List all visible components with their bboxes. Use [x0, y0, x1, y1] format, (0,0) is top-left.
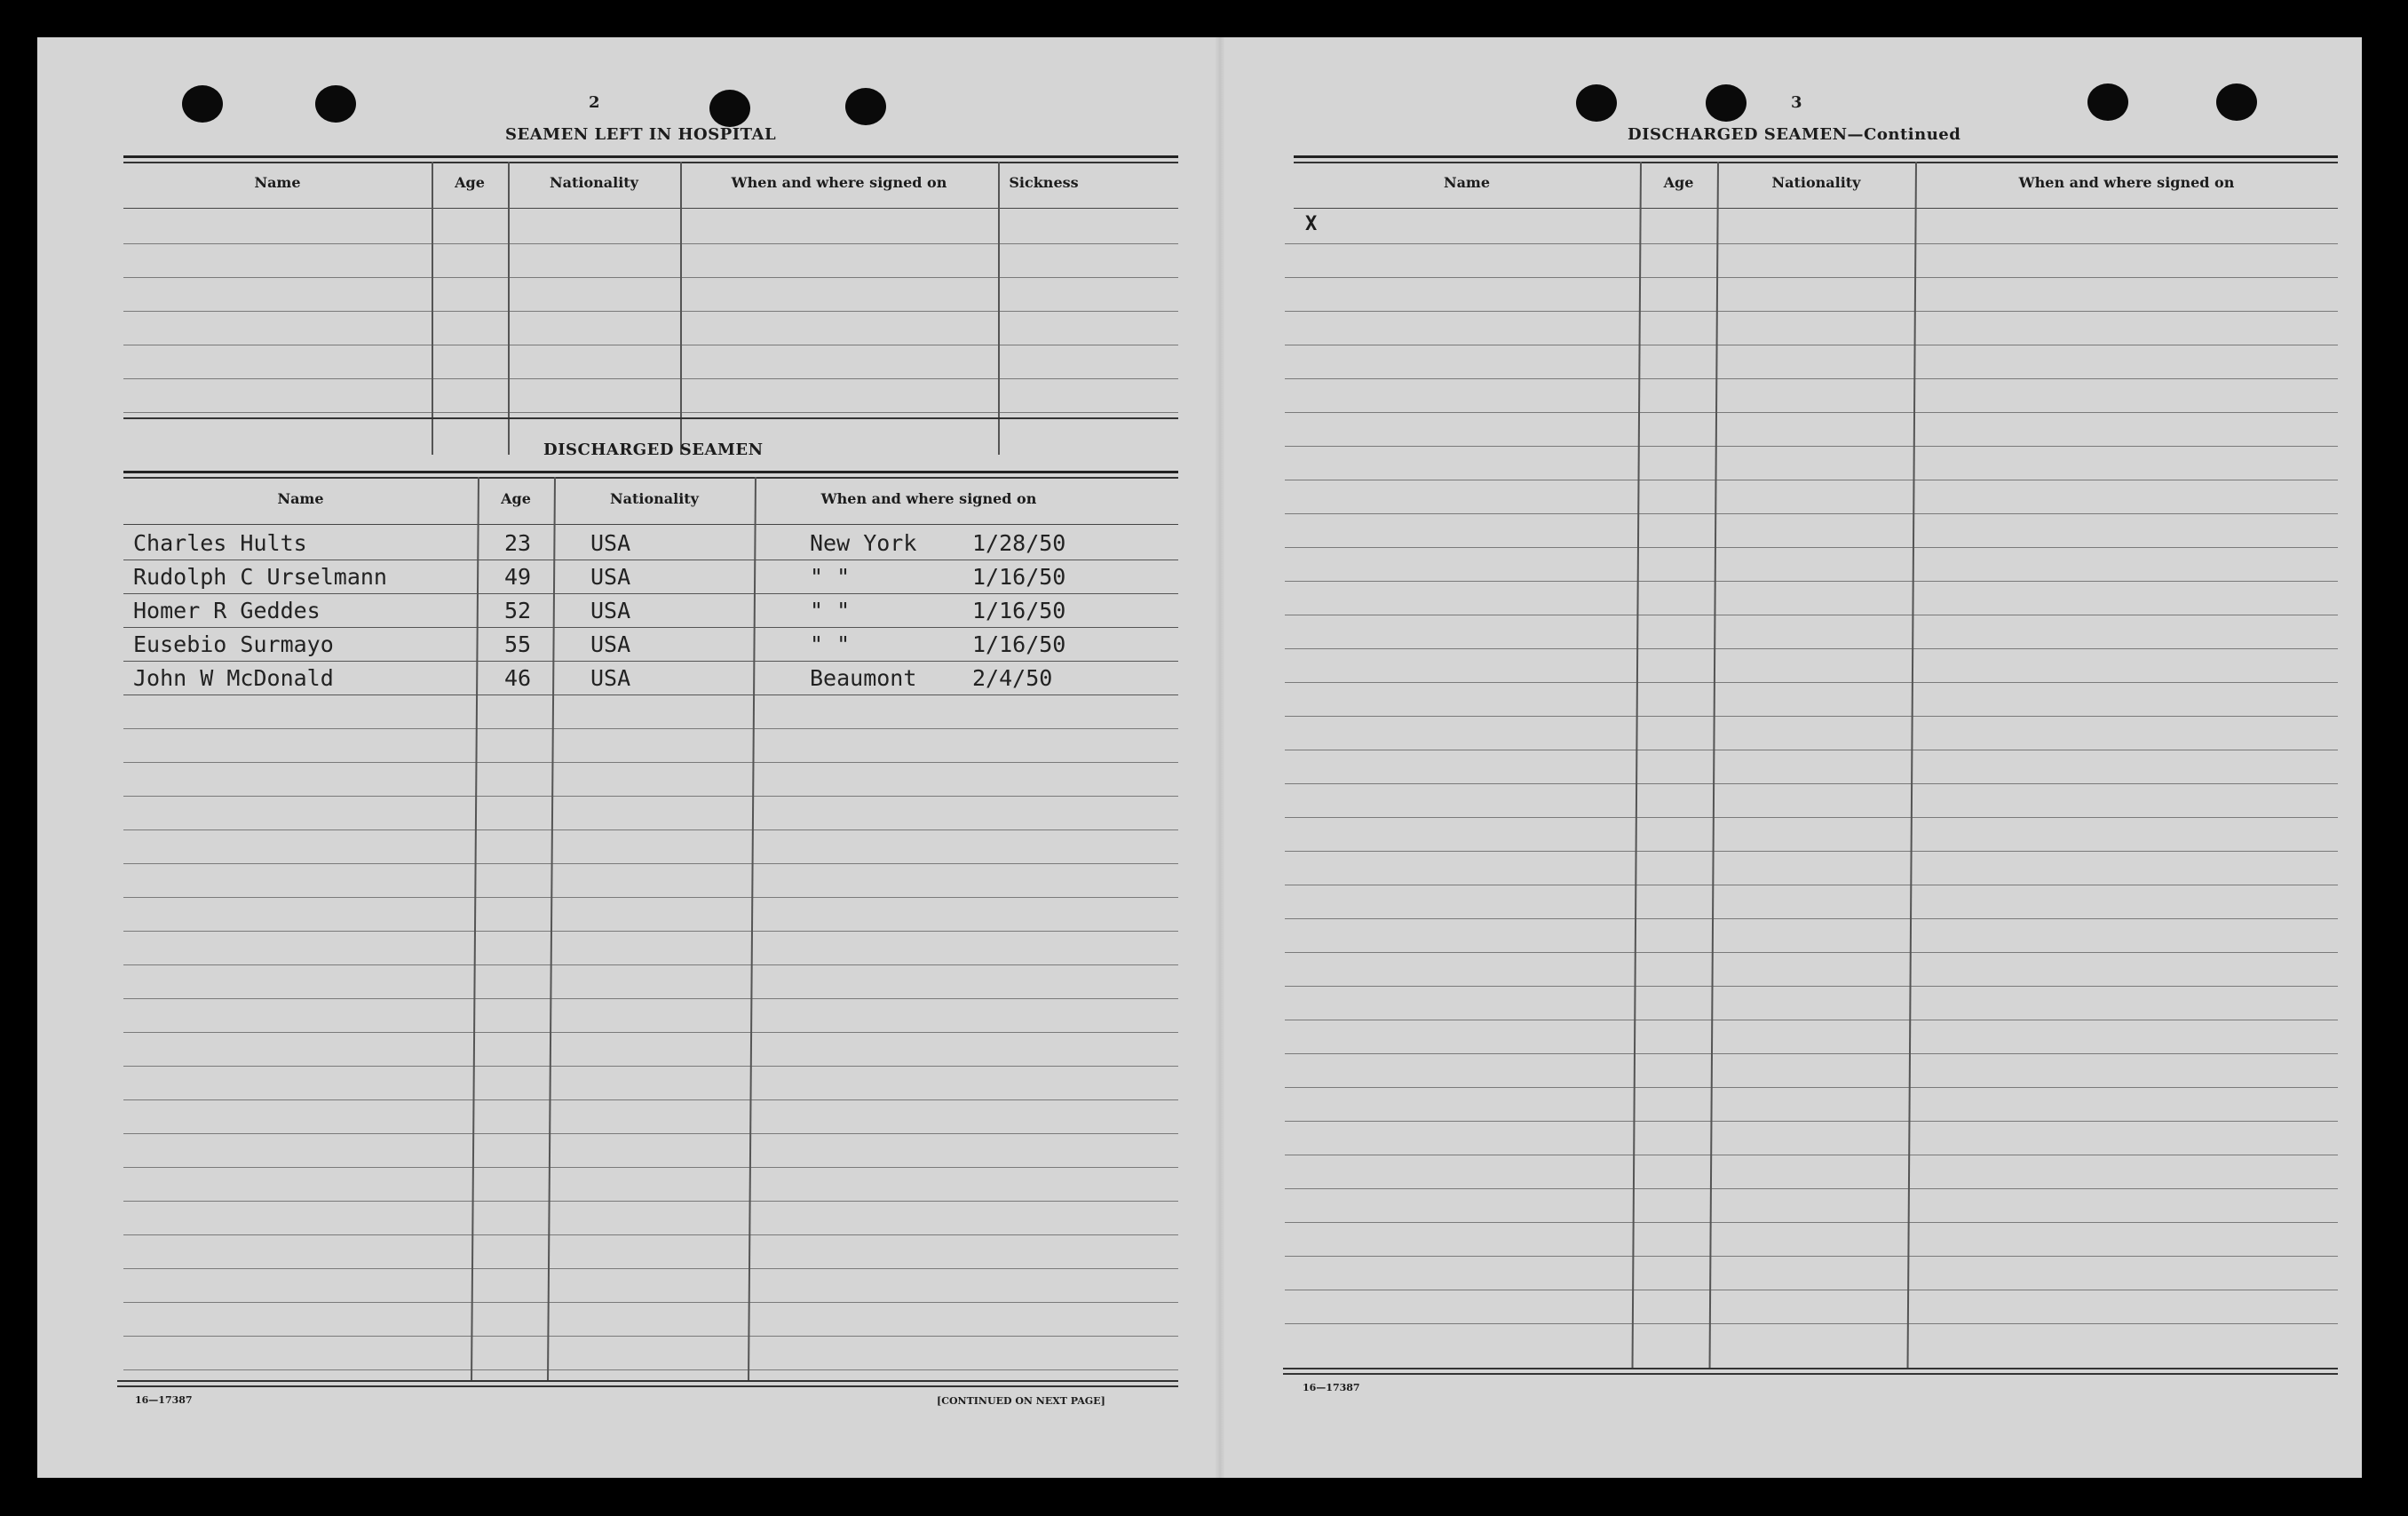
column-divider	[508, 162, 510, 455]
rule	[123, 863, 1178, 864]
punch-hole	[182, 85, 223, 123]
discharged-place: Beaumont	[810, 665, 917, 691]
rule	[1285, 986, 2338, 987]
rule	[123, 1234, 1178, 1235]
rule	[123, 1099, 1178, 1100]
discharged-place: New York	[810, 530, 917, 556]
rule	[1285, 311, 2338, 312]
column-divider	[748, 477, 756, 1380]
rule	[117, 1380, 1178, 1382]
left-page-number: 2	[589, 93, 600, 112]
rule	[1285, 682, 2338, 683]
column-divider	[680, 162, 682, 455]
right-title-suffix: —Continued	[1847, 125, 1961, 144]
rule	[123, 1268, 1178, 1269]
rule	[123, 208, 1178, 209]
discharged-age: 46	[504, 665, 532, 691]
rule	[123, 762, 1178, 763]
right-title	[1628, 125, 1960, 144]
punch-hole	[709, 90, 750, 127]
discharged-date: 1/16/50	[972, 564, 1066, 590]
rule	[1285, 446, 2338, 447]
rule	[1285, 581, 2338, 582]
right-col-age: Age	[1663, 174, 1694, 191]
rule	[1285, 412, 2338, 413]
rule	[123, 412, 1178, 413]
rule	[123, 1066, 1178, 1067]
discharged-date: 1/28/50	[972, 530, 1066, 556]
discharged-nationality: USA	[590, 631, 631, 657]
rule	[123, 477, 1178, 479]
discharged-nationality: USA	[590, 564, 631, 590]
rule	[1285, 716, 2338, 717]
rule	[1294, 208, 2338, 209]
page-fold	[1216, 37, 1224, 1478]
rule	[123, 1302, 1178, 1303]
rule	[1283, 1373, 2338, 1375]
column-divider	[1709, 162, 1719, 1368]
rule	[123, 277, 1178, 278]
discharged-name: Rudolph C Urselmann	[133, 564, 387, 590]
discharged-date: 2/4/50	[972, 665, 1053, 691]
discharged-age: 49	[504, 564, 532, 590]
rule	[123, 1336, 1178, 1337]
rule	[123, 661, 1178, 662]
rule	[1285, 783, 2338, 784]
discharged-col-name: Name	[277, 490, 324, 507]
rule	[1285, 243, 2338, 244]
rule	[117, 1385, 1178, 1387]
discharged-name: John W McDonald	[133, 665, 334, 691]
check-mark: X	[1305, 213, 1318, 235]
rule	[123, 243, 1178, 244]
rule	[123, 311, 1178, 312]
discharged-col-nationality: Nationality	[610, 490, 699, 507]
rule	[123, 627, 1178, 628]
rule	[1285, 277, 2338, 278]
right-col-name: Name	[1443, 174, 1491, 191]
column-divider	[432, 162, 433, 455]
rule	[1285, 1188, 2338, 1189]
right-page-number: 3	[1791, 93, 1802, 112]
column-divider	[1632, 162, 1642, 1368]
rule	[123, 796, 1178, 797]
rule	[1285, 513, 2338, 514]
rule	[123, 998, 1178, 999]
rule	[1294, 162, 2338, 163]
rule	[123, 931, 1178, 932]
rule	[123, 897, 1178, 898]
continued-note: [CONTINUED ON NEXT PAGE]	[937, 1395, 1105, 1407]
hospital-col-signed-on: When and where signed on	[731, 174, 947, 191]
rule	[123, 964, 1178, 965]
rule	[123, 471, 1178, 473]
rule	[1285, 817, 2338, 818]
rule	[123, 524, 1178, 525]
rule	[1285, 547, 2338, 548]
column-divider	[471, 477, 479, 1380]
discharged-nationality: USA	[590, 530, 631, 556]
rule	[1285, 952, 2338, 953]
rule	[123, 829, 1178, 830]
discharged-age: 23	[504, 530, 532, 556]
punch-hole	[1706, 84, 1747, 122]
rule	[1285, 1087, 2338, 1088]
punch-hole	[2216, 83, 2257, 121]
rule	[1285, 378, 2338, 379]
rule	[1285, 1121, 2338, 1122]
punch-hole	[845, 88, 886, 125]
discharged-age: 52	[504, 598, 532, 623]
rule	[123, 417, 1178, 419]
rule	[1285, 918, 2338, 919]
discharged-date: 1/16/50	[972, 598, 1066, 623]
discharged-name: Eusebio Surmayo	[133, 631, 334, 657]
punch-hole	[1576, 84, 1617, 122]
discharged-name: Charles Hults	[133, 530, 307, 556]
discharged-col-signed-on: When and where signed on	[820, 490, 1037, 507]
hospital-title: SEAMEN LEFT IN HOSPITAL	[505, 125, 777, 144]
rule	[1285, 1323, 2338, 1324]
rule	[123, 155, 1178, 158]
right-col-nationality: Nationality	[1771, 174, 1861, 191]
right-title-main: DISCHARGED SEAMEN	[1628, 125, 1848, 144]
column-divider	[547, 477, 556, 1380]
rule	[123, 728, 1178, 729]
discharged-place: " "	[810, 564, 851, 590]
discharged-place: " "	[810, 598, 851, 623]
rule	[123, 1032, 1178, 1033]
punch-hole	[315, 85, 356, 123]
hospital-col-nationality: Nationality	[550, 174, 638, 191]
rule	[123, 593, 1178, 594]
rule	[1283, 1368, 2338, 1369]
left-form-number: 16—17387	[135, 1394, 193, 1406]
hospital-col-sickness: Sickness	[1009, 174, 1079, 191]
column-divider	[1907, 162, 1917, 1368]
discharged-place: " "	[810, 631, 851, 657]
discharged-date: 1/16/50	[972, 631, 1066, 657]
right-form-number: 16—17387	[1303, 1382, 1360, 1393]
hospital-col-age: Age	[455, 174, 485, 191]
rule	[1285, 851, 2338, 852]
rule	[1285, 648, 2338, 649]
discharged-age: 55	[504, 631, 532, 657]
rule	[123, 1201, 1178, 1202]
rule	[123, 162, 1178, 163]
rule	[123, 1133, 1178, 1134]
rule	[1285, 1053, 2338, 1054]
rule	[1294, 155, 2338, 158]
discharged-nationality: USA	[590, 598, 631, 623]
discharged-title: DISCHARGED SEAMEN	[543, 441, 764, 459]
document-sheet	[37, 37, 2362, 1478]
rule	[123, 378, 1178, 379]
discharged-name: Homer R Geddes	[133, 598, 321, 623]
column-divider	[998, 162, 1000, 455]
discharged-nationality: USA	[590, 665, 631, 691]
rule	[1285, 1256, 2338, 1257]
right-col-signed-on: When and where signed on	[2018, 174, 2235, 191]
discharged-col-age: Age	[501, 490, 531, 507]
rule	[1285, 1222, 2338, 1223]
rule	[123, 1167, 1178, 1168]
punch-hole	[2087, 83, 2128, 121]
rule	[123, 1369, 1178, 1370]
hospital-col-name: Name	[254, 174, 301, 191]
